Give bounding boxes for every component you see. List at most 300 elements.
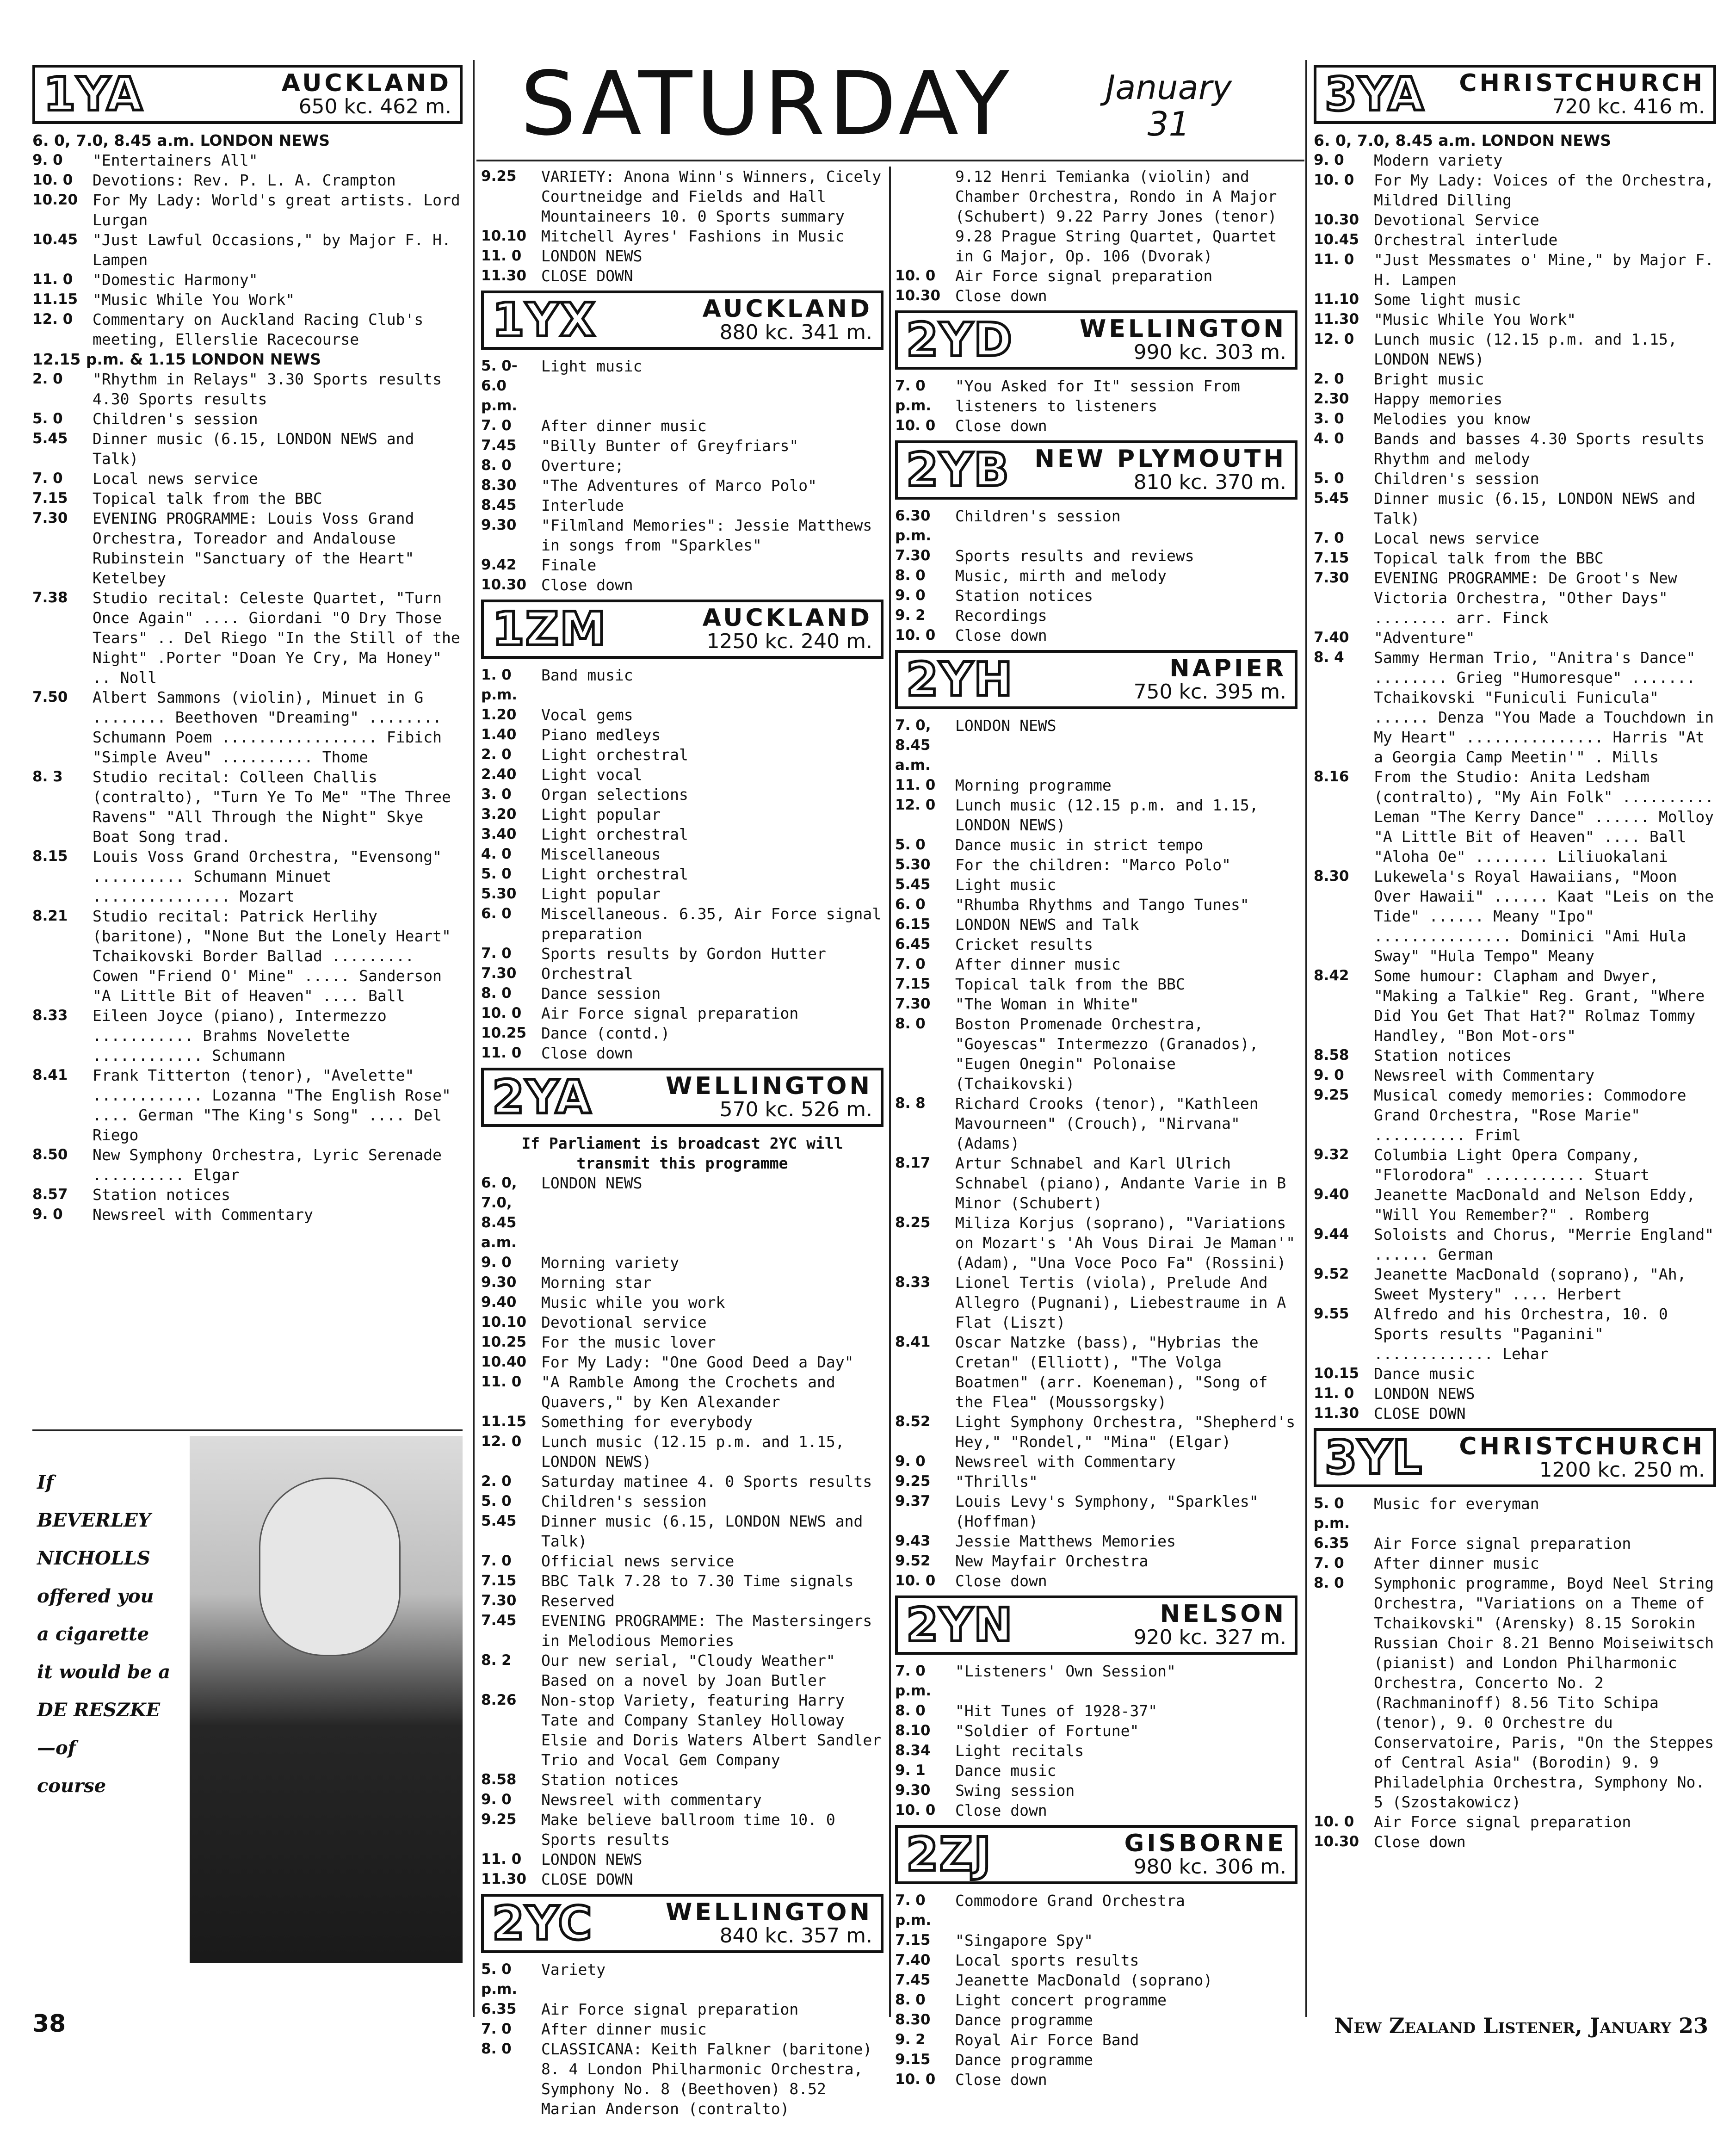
schedule-description: Symphonic programme, Boyd Neel String Orchestra, "Variations on a Theme of Tchaikovski" (Arensky) 8.15 Sorokin Russian Choir 8.21 Benno Moiseiwitsch (pianist) and London Philharmonic Orchestra, Concerto No. 2 (Rachmaninoff) 8.56 Tito Schipa (tenor), 9. 0 Orchestre du Conservatoire, Paris, "On the Steppes of Central Asia" (Borodin) 9. 9 Philadelphia Orchestra, Symphony No. 5 (Szostakowicz) — [1374, 1574, 1714, 1811]
column-3 — [895, 167, 1297, 2090]
schedule-time: 9. 0 — [481, 1254, 512, 1271]
schedule-time: 9.55 — [1314, 1305, 1349, 1322]
schedule-description: Non-stop Variety, featuring Harry Tate and Company Stanley Holloway Elsie and Doris Waters Albert Sandler Trio and Vocal Gem Company — [541, 1691, 882, 1769]
schedule-row — [481, 1003, 883, 1023]
schedule-row — [1314, 1573, 1716, 1812]
schedule-row — [481, 1352, 883, 1372]
schedule-time: 5. 0 — [481, 866, 512, 882]
station-frequency: 810 kc. 370 m. — [1133, 470, 1286, 495]
schedule-time: 11.30 — [481, 1871, 527, 1887]
schedule-row — [481, 844, 883, 864]
schedule-description: Light popular — [541, 885, 661, 903]
schedule-row — [32, 687, 463, 767]
schedule-row — [481, 515, 883, 555]
schedule-description: Commentary on Auckland Racing Club's meeting, Ellerslie Racecourse — [93, 310, 424, 348]
schedule-description: Lunch music (12.15 p.m. and 1.15, LONDON NEWS) — [1374, 330, 1677, 368]
schedule-time: 8.26 — [481, 1692, 517, 1708]
schedule-time: 8.10 — [895, 1722, 931, 1739]
schedule-time: 11.30 — [1314, 311, 1359, 328]
schedule-time: 2.40 — [481, 766, 517, 783]
station-info — [601, 1074, 872, 1121]
station-header — [895, 1595, 1297, 1655]
column-rule-3 — [1305, 60, 1307, 2017]
schedule-row — [1314, 1384, 1716, 1404]
schedule-row — [481, 1690, 883, 1770]
schedule-description: LONDON NEWS — [541, 1174, 643, 1192]
schedule-description: "Adventure" — [1374, 629, 1475, 647]
schedule-description: Miliza Korjus (soprano), "Variations on Mozart's 'Ah Vous Dirai Je Maman'" (Adam), "Una Voce Poco Fa" (Rossini) — [955, 1214, 1296, 1272]
schedule-row — [481, 456, 883, 476]
station-city: WELLINGTON — [666, 1072, 872, 1100]
schedule-time: 11.15 — [32, 291, 78, 308]
schedule-row — [1314, 568, 1716, 628]
schedule-time: 9. 0 — [895, 1453, 926, 1470]
station-info — [1023, 656, 1286, 704]
schedule-row — [481, 2019, 883, 2039]
station-note: If Parliament is broadcast 2YC will transmit this programme — [521, 1134, 843, 1172]
station-city: NELSON — [1160, 1600, 1286, 1628]
station-block — [895, 310, 1297, 436]
schedule-row — [895, 2070, 1297, 2090]
schedule-description: "Music While You Work" — [1374, 310, 1576, 328]
schedule-row — [481, 1173, 883, 1253]
schedule-row — [895, 1273, 1297, 1332]
column-1 — [32, 60, 463, 1224]
station-block — [481, 291, 883, 595]
schedule-row — [895, 875, 1297, 895]
schedule-description: Newsreel with commentary — [541, 1791, 762, 1809]
schedule-row — [895, 266, 1297, 286]
schedule-row — [32, 1065, 463, 1145]
schedule-description: Sports results and reviews — [955, 547, 1194, 565]
column-2 — [481, 167, 883, 2119]
schedule-row — [481, 1651, 883, 1690]
ad-line: a cigarette — [37, 1623, 149, 1645]
schedule-time: 8.33 — [32, 1007, 68, 1024]
station-city: AUCKLAND — [281, 69, 451, 97]
station-callsign: 3YA — [1325, 67, 1425, 121]
schedule-description: Richard Crooks (tenor), "Kathleen Mavourneen" (Crouch), "Nirvana" (Adams) — [955, 1095, 1259, 1152]
schedule-time: 8. 3 — [32, 768, 63, 785]
station-callsign: 1ZM — [492, 602, 607, 656]
schedule-time: 11.30 — [481, 267, 527, 284]
schedule-row — [481, 1790, 883, 1810]
schedule-description: After dinner music — [541, 2020, 707, 2038]
schedule-row — [481, 1849, 883, 1869]
station-frequency: 920 kc. 327 m. — [1133, 1626, 1286, 1650]
schedule-time: 12. 0 — [895, 797, 936, 813]
schedule-row — [895, 1531, 1297, 1551]
schedule-description: "Just Lawful Occasions," by Major F. H. Lampen — [93, 231, 451, 269]
schedule-row — [1314, 1065, 1716, 1085]
page-date-month: January — [1106, 68, 1232, 107]
schedule-time: 2. 0 — [481, 746, 512, 763]
schedule-time: 10. 0 — [895, 1572, 936, 1589]
ad-line: BEVERLEY — [37, 1509, 151, 1531]
schedule-description: Dance session — [541, 984, 661, 1002]
schedule-description: CLOSE DOWN — [541, 1870, 633, 1888]
schedule-description: Band music — [541, 666, 633, 684]
schedule-time: 3.40 — [481, 826, 517, 842]
schedule-row: 6. 0, 7.0, 8.45 a.m. LONDON NEWS — [32, 131, 330, 149]
schedule-row — [481, 495, 883, 515]
column-rule-1 — [473, 60, 475, 2017]
schedule-description: Topical talk from the BBC — [93, 489, 322, 507]
schedule-time: 11. 0 — [32, 271, 73, 288]
schedule-row — [1314, 409, 1716, 429]
station-callsign: 2YA — [492, 1070, 592, 1124]
station-header — [895, 310, 1297, 370]
station-info — [153, 71, 451, 118]
ad-line: If — [37, 1472, 54, 1493]
schedule-description: Miscellaneous. 6.35, Air Force signal preparation — [541, 905, 882, 943]
schedule-row — [895, 1213, 1297, 1273]
station-info — [616, 606, 872, 653]
schedule-time: 10.40 — [481, 1354, 527, 1370]
schedule-row — [895, 286, 1297, 306]
schedule-row — [481, 665, 883, 705]
schedule-description: Dance music — [955, 1762, 1056, 1780]
schedule-time: 9. 2 — [895, 607, 926, 624]
schedule-description: "Music While You Work" — [93, 291, 295, 309]
schedule-row — [1314, 767, 1716, 866]
schedule-description: Finale — [541, 556, 597, 574]
schedule-row — [32, 469, 463, 489]
station-frequency: 720 kc. 416 m. — [1552, 95, 1705, 119]
schedule-row — [1314, 866, 1716, 966]
schedule-time: 11.15 — [481, 1413, 527, 1430]
schedule-row — [481, 785, 883, 804]
schedule-time: 8.30 — [481, 477, 517, 494]
station-city: NAPIER — [1169, 654, 1286, 682]
schedule-description: Music, mirth and melody — [955, 567, 1167, 585]
schedule-description: Dinner music (6.15, LONDON NEWS and Talk) — [1374, 489, 1696, 527]
schedule-row — [895, 416, 1297, 436]
schedule-row — [481, 1591, 883, 1611]
schedule-row — [895, 1571, 1297, 1591]
station-block — [895, 1825, 1297, 2090]
schedule-row — [1314, 250, 1716, 290]
schedule-row — [1314, 1534, 1716, 1553]
schedule-description: EVENING PROGRAMME: Louis Voss Grand Orchestra, Toreador and Andalouse Rubinstein "Sanctuary of the Heart" Ketelbey — [93, 509, 414, 587]
schedule-row — [481, 476, 883, 495]
schedule-description: Some humour: Clapham and Dwyer, "Making a Talkie" Reg. Grant, "Where Did You Get That Hat?" Rolmaz Tommy Handley, "Bon Mot-ors" — [1374, 967, 1705, 1045]
schedule-description: Soloists and Chorus, "Merrie England" ...... German — [1374, 1225, 1714, 1263]
station-frequency: 650 kc. 462 m. — [298, 95, 451, 119]
schedule-time: 10. 0 — [1314, 1813, 1354, 1830]
schedule-description: Jessie Matthews Memories — [955, 1532, 1176, 1550]
schedule-description: From the Studio: Anita Ledsham (contralto), "My Ain Folk" .......... Leman "The Kerry Dance" ...... Molloy "A Little Bit of Heaven" .... Ball "Aloha Oe" ........ Liliuokalani — [1374, 768, 1714, 866]
station-city: WELLINGTON — [1080, 315, 1286, 343]
station-header — [895, 650, 1297, 709]
station-frequency: 840 kc. 357 m. — [719, 1924, 872, 1948]
schedule-row: 12.15 p.m. & 1.15 LONDON NEWS — [32, 350, 321, 368]
schedule-time: 12. 0 — [32, 311, 73, 328]
schedule-time: 10.10 — [481, 228, 527, 244]
schedule-row — [481, 1999, 883, 2019]
schedule-row — [895, 1472, 1297, 1491]
schedule-row — [481, 1292, 883, 1312]
schedule-time: 10.10 — [481, 1314, 527, 1330]
schedule-description: Light orchestral — [541, 746, 688, 764]
cigarette-advertisement — [32, 1429, 463, 1963]
schedule-description: Light popular — [541, 805, 661, 823]
schedule-time: 10.25 — [481, 1025, 527, 1041]
schedule-row — [481, 725, 883, 745]
schedule-time: 11. 0 — [1314, 251, 1354, 268]
schedule-time: 5.30 — [481, 885, 517, 902]
schedule-time: 6.45 — [895, 936, 931, 952]
schedule-description: "Just Messmates o' Mine," by Major F. H. Lampen — [1374, 251, 1714, 289]
schedule-time: 10. 0 — [895, 1802, 936, 1818]
schedule-row — [32, 429, 463, 469]
schedule-time: 9.42 — [481, 557, 517, 573]
schedule-row — [481, 555, 883, 575]
schedule-description: Columbia Light Opera Company, "Florodora" ........... Stuart — [1374, 1146, 1650, 1184]
schedule-time: 7. 0 — [481, 1552, 512, 1569]
schedule-time: 7. 0 — [895, 956, 926, 972]
schedule-row — [895, 1412, 1297, 1452]
schedule-time: 5.45 — [895, 876, 931, 893]
column-rule-2 — [889, 167, 891, 2017]
schedule-description: "The Woman in White" — [955, 995, 1139, 1013]
schedule-row — [895, 1094, 1297, 1153]
schedule-time: 8. 0 — [481, 457, 512, 474]
schedule-time: 8. 0 — [481, 2041, 512, 2057]
schedule-row — [32, 290, 463, 309]
station-info — [1023, 1602, 1286, 1649]
schedule-time: 8. 4 — [1314, 649, 1344, 666]
schedule-description: Louis Voss Grand Orchestra, "Evensong" .......... Schumann Minuet ............... Mozart — [93, 847, 442, 905]
station-info — [1019, 446, 1286, 494]
schedule-description: Newsreel with Commentary — [1374, 1066, 1594, 1084]
schedule-time: 6. 0, 7.0, 8.45 a.m. — [481, 1175, 517, 1251]
schedule-row — [481, 745, 883, 765]
station-callsign: 1YA — [43, 67, 143, 121]
station-callsign: 1YX — [492, 293, 597, 347]
schedule-row — [895, 1970, 1297, 1990]
schedule-time: 8.34 — [895, 1742, 931, 1759]
schedule-row — [895, 606, 1297, 625]
schedule-description: EVENING PROGRAMME: De Groot's New Victoria Orchestra, "Other Days" ........ arr. Finck — [1374, 569, 1677, 627]
schedule-row — [895, 1661, 1297, 1701]
schedule-row — [895, 895, 1297, 915]
schedule-description: Modern variety — [1374, 151, 1503, 169]
schedule-row — [895, 2010, 1297, 2030]
schedule-description: Newsreel with Commentary — [93, 1206, 313, 1224]
schedule-time: 5. 0 — [895, 836, 926, 853]
schedule-time: 9.44 — [1314, 1226, 1349, 1243]
schedule-time: 7.45 — [481, 437, 517, 454]
station-block — [481, 1894, 883, 2119]
station-info — [1434, 71, 1705, 118]
schedule-row — [895, 1761, 1297, 1781]
station-callsign: 3YL — [1325, 1430, 1423, 1484]
schedule-description: Children's session — [955, 507, 1121, 525]
schedule-row — [32, 170, 463, 190]
station-block — [481, 167, 883, 286]
schedule-time: 2. 0 — [481, 1473, 512, 1490]
schedule-row — [481, 983, 883, 1003]
schedule-description: Station notices — [1374, 1046, 1512, 1064]
schedule-row — [895, 1452, 1297, 1472]
schedule-time: 8.45 — [481, 497, 517, 513]
schedule-time: 8.41 — [895, 1334, 931, 1350]
schedule-description: Air Force signal preparation — [955, 267, 1213, 285]
schedule-description: Air Force signal preparation — [541, 2000, 799, 2018]
schedule-time: 7.38 — [32, 589, 68, 606]
schedule-row — [32, 1185, 463, 1205]
schedule-description: Light vocal — [541, 766, 643, 784]
schedule-time: 11.30 — [1314, 1405, 1359, 1422]
schedule-row — [32, 309, 463, 349]
schedule-row — [1314, 966, 1716, 1045]
schedule-row — [481, 1491, 883, 1511]
schedule-description: Local news service — [1374, 529, 1539, 547]
station-city: AUCKLAND — [702, 604, 872, 632]
schedule-description: "Soldier of Fortune" — [955, 1722, 1139, 1740]
schedule-row — [481, 1432, 883, 1472]
schedule-row — [481, 1253, 883, 1273]
schedule-time: 5.45 — [1314, 490, 1349, 507]
schedule-row — [895, 1891, 1297, 1930]
schedule-description: Light orchestral — [541, 825, 688, 843]
schedule-row — [1314, 1145, 1716, 1185]
schedule-time: 8.52 — [895, 1413, 931, 1430]
schedule-row — [32, 489, 463, 508]
schedule-time: 7.30 — [895, 996, 931, 1012]
schedule-time: 7.30 — [32, 510, 68, 526]
station-header — [1314, 65, 1716, 124]
schedule-description: Something for everybody — [541, 1413, 753, 1431]
schedule-description: Orchestral — [541, 965, 633, 983]
schedule-time: 9. 0 — [1314, 152, 1344, 168]
schedule-row — [32, 190, 463, 230]
schedule-time: 11. 0 — [481, 1373, 522, 1390]
schedule-row — [895, 506, 1297, 546]
schedule-description: Music for everyman — [1374, 1495, 1539, 1513]
schedule-description: Light recitals — [955, 1742, 1084, 1760]
schedule-time: 8. 2 — [481, 1652, 512, 1669]
schedule-row — [1314, 150, 1716, 170]
schedule-description: Interlude — [541, 496, 624, 514]
schedule-row — [32, 1145, 463, 1185]
schedule-time: 5.30 — [895, 856, 931, 873]
station-info — [605, 297, 872, 344]
schedule-description: Dinner music (6.15, LONDON NEWS and Talk) — [93, 430, 414, 468]
schedule-time: 10.30 — [1314, 211, 1359, 228]
schedule-time: 8.58 — [1314, 1047, 1349, 1064]
schedule-time: 2. 0 — [32, 371, 63, 387]
schedule-description: Royal Air Force Band — [955, 2031, 1139, 2049]
schedule-row — [1314, 1812, 1716, 1832]
schedule-time: 9.37 — [895, 1493, 931, 1509]
schedule-time: 3. 0 — [481, 786, 512, 803]
schedule-time: 6.35 — [1314, 1535, 1349, 1552]
schedule-time: 7. 0 — [481, 2021, 512, 2037]
schedule-time: 10. 0 — [895, 417, 936, 434]
station-city: NEW PLYMOUTH — [1034, 445, 1286, 473]
schedule-description: Dinner music (6.15, LONDON NEWS and Talk) — [541, 1512, 863, 1550]
station-block — [481, 600, 883, 1063]
schedule-description: Close down — [955, 417, 1047, 435]
schedule-time: 7.45 — [481, 1612, 517, 1629]
schedule-description: Morning programme — [955, 776, 1112, 794]
schedule-row — [481, 964, 883, 983]
station-info — [602, 1900, 872, 1948]
schedule-description: Topical talk from the BBC — [955, 975, 1185, 993]
schedule-row — [895, 1721, 1297, 1741]
schedule-time: 9. 0 — [32, 1206, 63, 1223]
schedule-row — [1314, 469, 1716, 489]
schedule-row — [895, 1701, 1297, 1721]
station-block — [895, 1595, 1297, 1820]
ad-line: course — [37, 1775, 106, 1797]
schedule-row — [32, 1205, 463, 1224]
schedule-description: Jeanette MacDonald and Nelson Eddy, "Will You Remember?" . Romberg — [1374, 1186, 1696, 1224]
station-frequency: 750 kc. 395 m. — [1133, 680, 1286, 704]
schedule-description: Swing session — [955, 1781, 1075, 1800]
schedule-row — [895, 167, 1297, 266]
station-block — [895, 167, 1297, 306]
schedule-description: Dance music in strict tempo — [955, 836, 1204, 854]
station-header — [895, 440, 1297, 500]
schedule-time: 7.15 — [895, 1932, 931, 1948]
schedule-time: 8.21 — [32, 908, 68, 924]
schedule-time: 10.25 — [481, 1334, 527, 1350]
schedule-time: 9.25 — [895, 1473, 931, 1490]
schedule-row — [481, 1472, 883, 1491]
ad-line: it would be a — [37, 1661, 171, 1683]
schedule-row — [481, 1551, 883, 1571]
schedule-description: Close down — [955, 2071, 1047, 2089]
schedule-time: 8.15 — [32, 848, 68, 865]
schedule-row — [481, 1511, 883, 1551]
schedule-time: 10.15 — [1314, 1365, 1359, 1382]
schedule-row — [481, 226, 883, 246]
schedule-time: 5. 0-6.0 p.m. — [481, 358, 518, 414]
ad-line: —of — [37, 1737, 76, 1759]
schedule-description: Light music — [955, 876, 1056, 894]
schedule-description: Close down — [955, 1572, 1047, 1590]
schedule-description: Bright music — [1374, 370, 1484, 388]
schedule-time: 5. 0 — [1314, 470, 1344, 487]
schedule-description: "The Adventures of Marco Polo" — [541, 476, 817, 495]
schedule-row — [481, 436, 883, 456]
schedule-time: 7.50 — [32, 689, 68, 705]
schedule-description: LONDON NEWS — [541, 247, 643, 265]
schedule-time: 5. 0 p.m. — [1314, 1495, 1350, 1532]
schedule-time: 7. 0 p.m. — [895, 1892, 932, 1929]
station-header — [481, 1894, 883, 1953]
schedule-description: LONDON NEWS — [955, 717, 1056, 735]
station-city: CHRISTCHURCH — [1459, 1432, 1705, 1460]
schedule-description: Musical comedy memories: Commodore Grand Orchestra, "Rose Marie" .......... Friml — [1374, 1086, 1687, 1144]
schedule-time: 10. 0 — [481, 1005, 522, 1021]
schedule-description: New Symphony Orchestra, Lyric Serenade .......... Elgar — [93, 1146, 442, 1184]
schedule-time: 8.17 — [895, 1155, 931, 1171]
schedule-description: "Hit Tunes of 1928-37" — [955, 1702, 1158, 1720]
station-header — [481, 1068, 883, 1127]
schedule-row — [481, 824, 883, 844]
schedule-description: Light music — [541, 357, 643, 375]
schedule-description: Children's session — [541, 1492, 707, 1510]
station-header — [32, 65, 463, 124]
schedule-time: 7. 0 — [481, 417, 512, 434]
schedule-row — [481, 1960, 883, 1999]
ad-line: NICHOLLS — [37, 1547, 150, 1569]
schedule-row — [481, 575, 883, 595]
